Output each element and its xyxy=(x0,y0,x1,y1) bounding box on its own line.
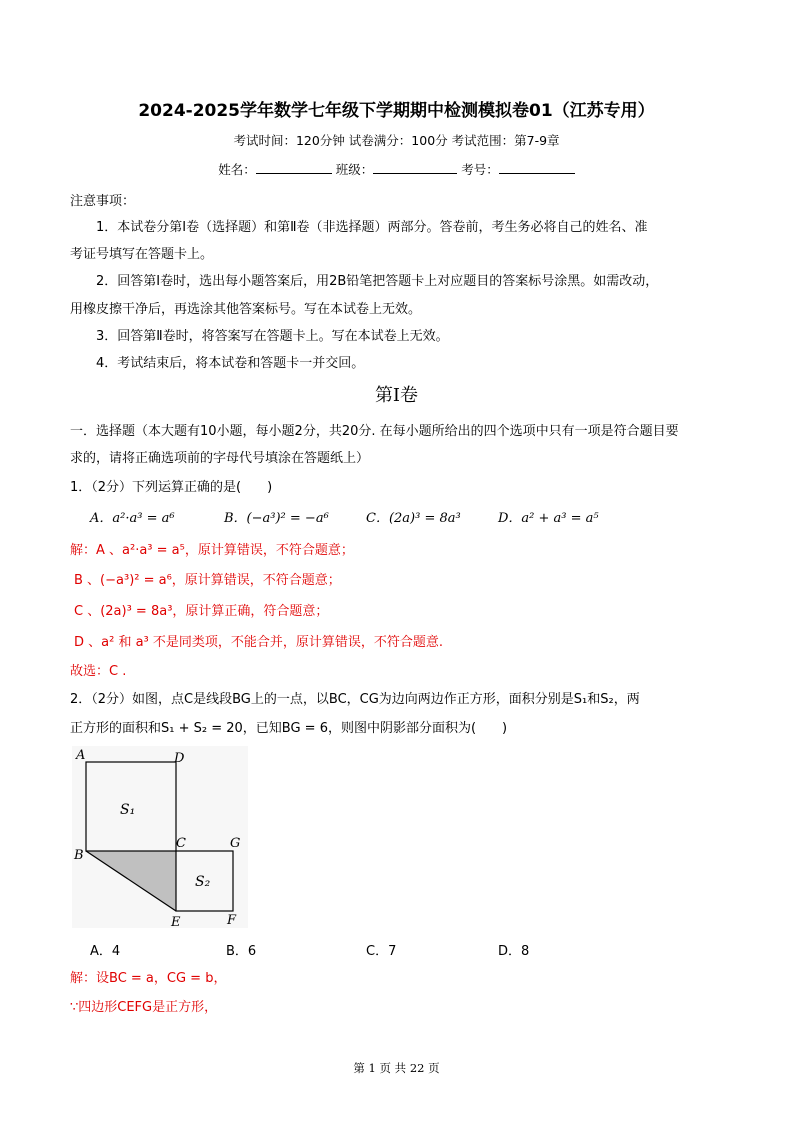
note-1-line-1: 1．本试卷分第Ⅰ卷（选择题）和第Ⅱ卷（非选择题）两部分。答卷前，考生务必将自己的姓名、准 xyxy=(96,220,648,235)
q1-option-a: A．a²·a³ = a⁶ xyxy=(90,511,175,526)
label-a: A xyxy=(76,748,86,763)
label-d: D xyxy=(174,751,185,766)
q1-option-d: D．a² + a³ = a⁵ xyxy=(498,511,599,526)
name-blank xyxy=(256,161,332,174)
note-1-line-2: 考证号填写在答题卡上。 xyxy=(70,247,214,262)
label-c: C xyxy=(176,836,186,851)
page-title: 2024-2025学年数学七年级下学期期中检测模拟卷01（江苏专用） xyxy=(138,101,655,121)
q2-option-b: B．6 xyxy=(226,944,257,959)
class-label: 班级： xyxy=(335,162,374,177)
q1-option-b: B．(−a³)² = −a⁶ xyxy=(224,511,329,526)
q2-option-a: A．4 xyxy=(90,944,121,959)
label-f: F xyxy=(227,913,237,928)
note-2-line-2: 用橡皮擦干净后，再选涂其他答案标号。写在本试卷上无效。 xyxy=(70,302,422,317)
student-info-line xyxy=(0,160,793,178)
section-title: 第Ⅰ卷 xyxy=(374,385,419,406)
part1-intro-line-2: 求的，请将正确选项前的字母代号填涂在答题纸上） xyxy=(70,451,370,466)
q2-solution-line-1: 解：设BC = a，CG = b， xyxy=(70,971,227,986)
label-s2: S₂ xyxy=(195,874,211,890)
note-3: 3．回答第Ⅱ卷时，将答案写在答题卡上。写在本试卷上无效。 xyxy=(96,329,449,344)
q1-solution-line-3: C 、(2a)³ = 8a³，原计算正确，符合题意； xyxy=(74,604,329,619)
q1-solution-line-4: D 、a² 和 a³ 不是同类项，不能合并，原计算错误，不符合题意. xyxy=(74,635,444,650)
id-blank xyxy=(499,161,575,174)
note-4: 4．考试结束后，将本试卷和答题卡一并交回。 xyxy=(96,356,365,371)
id-label: 考号： xyxy=(461,162,499,177)
label-s1: S₁ xyxy=(120,802,136,818)
q1-solution-line-5: 故选：C . xyxy=(70,664,127,679)
part1-intro-line-1: 一．选择题（本大题有10小题，每小题2分，共20分. 在每小题所给出的四个选项中只有一项是符合题目要 xyxy=(70,424,679,439)
q2-figure xyxy=(70,744,250,930)
q2-stem-line-2: 正方形的面积和S₁ + S₂ = 20，已知BG = 6，则图中阴影部分面积为( ) xyxy=(70,721,508,736)
q1-solution-line-1: 解：A 、a²·a³ = a⁵，原计算错误，不符合题意； xyxy=(70,543,354,558)
q2-option-c: C．7 xyxy=(366,944,397,959)
q2-option-d: D．8 xyxy=(498,944,530,959)
note-2-line-1: 2．回答第Ⅰ卷时，选出每小题答案后，用2B铅笔把答题卡上对应题目的答案标号涂黑。如需改动， xyxy=(96,274,659,289)
q1-stem: 1．（2分）下列运算正确的是( ) xyxy=(70,480,273,495)
label-e: E xyxy=(171,915,181,930)
q2-solution-line-2: ∵四边形CEFG是正方形， xyxy=(70,1000,218,1015)
class-blank xyxy=(373,161,457,174)
q2-stem-line-1: 2．（2分）如图，点C是线段BG上的一点，以BC，CG为边向两边作正方形，面积分别是S₁和S₂，两 xyxy=(70,692,640,707)
page-footer: 第 1 页 共 22 页 xyxy=(353,1061,440,1075)
label-b: B xyxy=(74,848,84,863)
notes-heading: 注意事项： xyxy=(70,194,136,209)
label-g: G xyxy=(230,836,241,851)
q1-option-c: C．(2a)³ = 8a³ xyxy=(366,511,461,526)
name-label: 姓名： xyxy=(218,162,256,177)
q1-solution-line-2: B 、(−a³)² = a⁶，原计算错误，不符合题意； xyxy=(74,573,341,588)
exam-info: 考试时间：120分钟 试卷满分：100分 考试范围：第7-9章 xyxy=(233,133,560,148)
